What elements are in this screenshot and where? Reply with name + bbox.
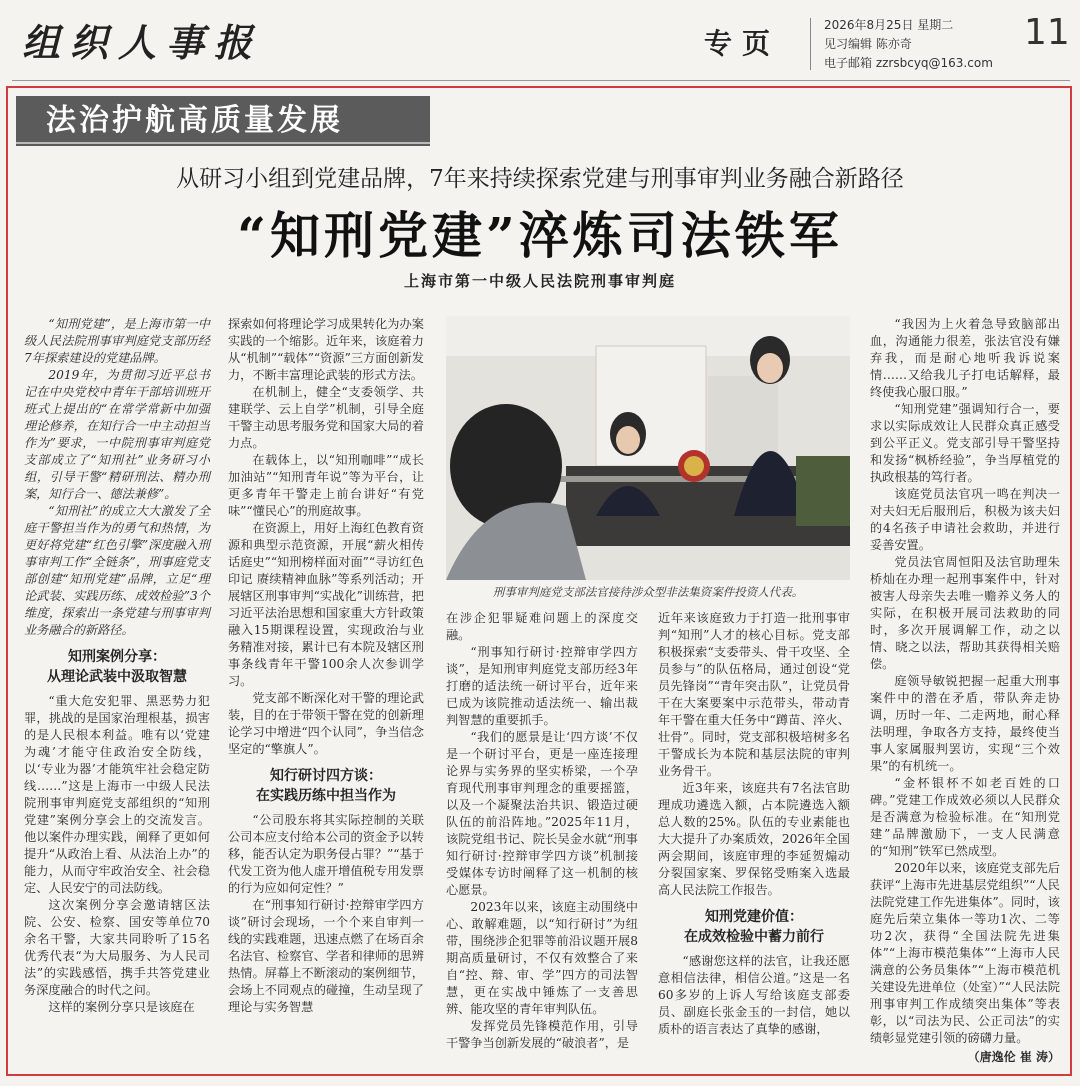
paragraph: 在“刑事知行研讨·控辩审学四方谈”研讨会现场，一个个来自审判一线的实践难题，迅速点燃了在场百余名法官、检察官、学者和律师的思辨热情。屏幕上不断滚动的案例细节，会场上不同观点的碰撞，生动呈现了理论与实务智慧 (228, 898, 424, 1014)
paragraph: “我们的愿景是让‘四方谈’不仅是一个研讨平台，更是一座连接理论界与实务界的坚实桥梁，一个孕育现代刑事审判理念的重要摇篮，以及一个凝聚法治共识、锻造过硬队伍的前沿阵地。”2025年11月，该院党组书记、院长吴金水就“刑事知行研讨·控辩审学四方谈”机制接受媒体专访时阐释了这一机制的核心愿景。 (446, 730, 638, 897)
paragraph: 在机制上，健全“支委领学、共建联学、云上自学”机制，引导全庭干警主动思考服务党和国家大局的着力点。 (228, 385, 424, 450)
paragraph: “重大危安犯罪、黑恶势力犯罪，挑战的是国家治理根基，损害的是人民根本利益。唯有以‘党建为魂’才能守住政治安全防线，以‘专业为器’才能筑牢社会稳定防线……”这是上海市一中级人民法院刑事审判庭党支部组织的“知刑党建”案例分享会上的交流发言。他以案件办理实践，阐释了更如何提升“从政治上看、从法治上办”的能力，从而守牢政治安全、社会稳定、人民安宁的司法防线。 (24, 694, 210, 895)
article-subheadline: 从研习小组到党建品牌，7年来持续探索党建与刑事审判业务融合新路径 (176, 166, 904, 192)
masthead (0, 0, 1080, 84)
paragraph: 近年来该庭致力于打造一批刑事审判“知刑”人才的核心目标。党支部积极探索“支委带头、骨干攻坚、全员参与”的队伍格局，通过创设“党员先锋岗”“青年突击队”，让党员骨干在大案要案中示范带头，带动青年干警在重大任务中“蹲苗、淬火、壮骨”。同时，党支部积极培树多名干警成长为本院和基层法院的审判业务骨干。 (658, 611, 850, 778)
paragraph: “刑事知行研讨·控辩审学四方谈”，是知刑审判庭党支部历经3年打磨的适法统一研讨平台，近年来已成为该院推动适法统一、输出裁判智慧的重要抓手。 (446, 645, 638, 727)
paragraph: 党支部不断深化对干警的理论武装，目的在于带领干警在党的创新理论学习中增进“四个认同”，争当信念坚定的“擎旗人”。 (228, 691, 424, 756)
paragraph: 2019年，为贯彻习近平总书记在中央党校中青年干部培训班开班式上提出的“在常学常新中加强理论修养，在知行合一中主动担当作为”要求，一中院刑事审判庭党支部成立了“知刑社”业务研习小组，引导干警“精研刑法、精办刑案，知行合一、德法兼修”。 (24, 368, 210, 501)
newspaper-title: 组织人事报 (22, 20, 263, 65)
paragraph: 发挥党员先锋模范作用，引导干警争当创新发展的“破浪者”，是 (446, 1019, 638, 1050)
paragraph: 在涉企犯罪疑难问题上的深度交融。 (446, 611, 638, 642)
author-credit: （唐逸伦 崔 涛） (967, 1050, 1060, 1064)
paragraph: 2023年以来，该庭主动围绕中心、敢解难题，以“知行研讨”为纽带，围绕涉企犯罪等前沿议题开展8期高质量研讨，不仅有效整合了来自“控、辩、审、学”四方的司法智慧，更在实战中锤炼了一支善思辨、能攻坚的青年审判队伍。 (446, 900, 638, 1016)
issue-date: 2026年8月25日 星期二 (824, 18, 954, 32)
section-heading: 知刑案例分享： 从理论武装中汲取智慧 (47, 649, 187, 685)
paragraph: “知刑党建”，是上海市第一中级人民法院刑事审判庭党支部历经7年探索建设的党建品牌。 (24, 317, 210, 365)
photo-caption: 刑事审判庭党支部法官接待涉众型非法集资案件投资人代表。 (492, 585, 804, 599)
editor-email: 电子邮箱 zzrsbcyq@163.com (824, 56, 993, 70)
paragraph: “知刑党建”强调知行合一，要求以实际成效让人民群众真正感受到公平正义。党支部引导干警坚持和发扬“枫桥经验”，争当厚植党的执政根基的笃行者。 (870, 402, 1060, 484)
article-headline: “知刑党建”淬炼司法铁军 (237, 206, 843, 265)
article-column-1 (24, 316, 210, 1016)
article-column-2 (228, 316, 424, 1016)
paragraph: 庭领导敏锐把握一起重大刑事案件中的潜在矛盾，带队奔走协调，历时一年、二走两地，耐心释法明理，争取各方支持，最终使当事人家属服判罢访，实现“三个效果”的有机统一。 (870, 674, 1060, 773)
article-column-3 (446, 610, 638, 1052)
masthead-info (824, 16, 993, 73)
editor-credit: 见习编辑 陈亦奇 (824, 37, 912, 51)
paragraph: 近3年来，该庭共有7名法官助理成功遴选入额，占本院遴选入额总人数的25%。队伍的专业素能也大大提升了办案质效，2026年全国两会期间，该庭审理的李延贺煽动分裂国家案、罗保铭受贿案入选最高人民法院工作报告。 (658, 781, 850, 897)
paragraph: “知刑社”的成立大大激发了全庭干警担当作为的勇气和热情，为更好将党建“红色引擎”深度融入刑事审判工作“全链条”，刑事庭党支部创建“知刑党建”品牌，立足“理论武装、实践历练、成效检验”3个维度，探索出一条党建与刑事审判业务融合的新路径。 (24, 504, 210, 637)
section-name: 专页 (704, 27, 781, 60)
paragraph: 这次案例分享会邀请辖区法院、公安、检察、国安等单位70余名干警，大家共同聆听了15名优秀代表“为大局服务、为人民司法”的实践感悟，携手共答党建业务深度融合的时代之问。 (24, 898, 210, 997)
column-banner: 法治护航高质量发展 (16, 96, 430, 146)
section-heading: 知行研讨四方谈： 在实践历练中担当作为 (256, 768, 396, 804)
paragraph: 在资源上，用好上海红色教育资源和典型示范资源，开展“薪火相传话庭史”“知刑榜样面对面”“寻访红色印记 赓续精神血脉”等系列活动；开展辖区刑事审判“实战化”训练营，把习近平法治思想和国家重大方针政策融入15期课程设置，实现政治与业务精准对接，累计已有本院及辖区刑事条线青年干警100余人次参训学习。 (228, 521, 424, 688)
paragraph: 这样的案例分享只是该庭在 (48, 1000, 195, 1014)
article-photo (446, 316, 850, 580)
lead-paragraphs (24, 316, 210, 639)
court-reception-photo (446, 316, 850, 580)
masthead-rule (12, 80, 1070, 81)
masthead-divider (810, 18, 811, 70)
paragraph: 在载体上，以“知刑咖啡”“成长加油站”“知刑青年说”等为平台，让更多青年干警走上前台讲好“有党味”“懂民心”的刑庭故事。 (228, 453, 424, 518)
paragraph: 探索如何将理论学习成果转化为办案实践的一个缩影。近年来，该庭着力从“机制”“载体”“资源”三方面创新发力，不断丰富理论武装的形式方法。 (228, 317, 424, 382)
page-number: 11 (1024, 12, 1070, 53)
paragraph: 2020年以来，该庭党支部先后获评“上海市先进基层党组织”“人民法院党建工作先进集体”。同时，该庭先后荣立集体一等功1次、二等功2次，获得“全国法院先进集体”“上海市模范集体”“上海市人民满意的公务员集体”“上海市模范机关建设先进单位（处室）”“人民法院刑事审判工作成绩突出集体”等表彰，以“司法为民、公正司法”的实绩彰显党建引领的磅礴力量。 (870, 861, 1060, 1045)
paragraph: “感谢您这样的法官，让我还愿意相信法律，相信公道。”这是一名60多岁的上诉人写给该庭支部委员、副庭长张金玉的一封信，她以质朴的语言表达了真挚的感谢， (658, 954, 850, 1036)
article-column-4 (658, 610, 850, 1038)
article-column-5 (870, 316, 1060, 1066)
section-heading: 知刑党建价值： 在成效检验中蓄力前行 (684, 909, 824, 945)
paragraph: 党员法官周恒阳及法官助理朱桥灿在办理一起刑事案件中，针对被害人母亲失去唯一赡养义务人的实际，在积极开展司法救助的同时，多次开展调解工作，动之以情、晓之以法，帮助其获得相关赔偿。 (870, 555, 1060, 671)
paragraph: “公司股东将其实际控制的关联公司本应支付给本公司的资金予以转移，能否认定为职务侵占罪？”“基于代发工资为他人虚开增值税专用发票的行为应如何定性？” (228, 813, 424, 895)
paragraph: “金杯银杯不如老百姓的口碑。”党建工作成效必须以人民群众是否满意为检验标准。在“知刑党建”品牌激励下，一支人民满意的“知刑”铁军已然成型。 (870, 776, 1060, 858)
paragraph: 该庭党员法官巩一鸣在判决一对夫妇无后服刑后，积极为该夫妇的4名孩子申请社会救助，并进行妥善安置。 (870, 487, 1060, 552)
article-byline: 上海市第一中级人民法院刑事审判庭 (403, 272, 676, 290)
paragraph: “我因为上火着急导致脑部出血，沟通能力很差，张法官没有嫌弃我，而是耐心地听我诉说案情……又给我儿子打电话解释，最终使我心服口服。” (870, 317, 1060, 399)
